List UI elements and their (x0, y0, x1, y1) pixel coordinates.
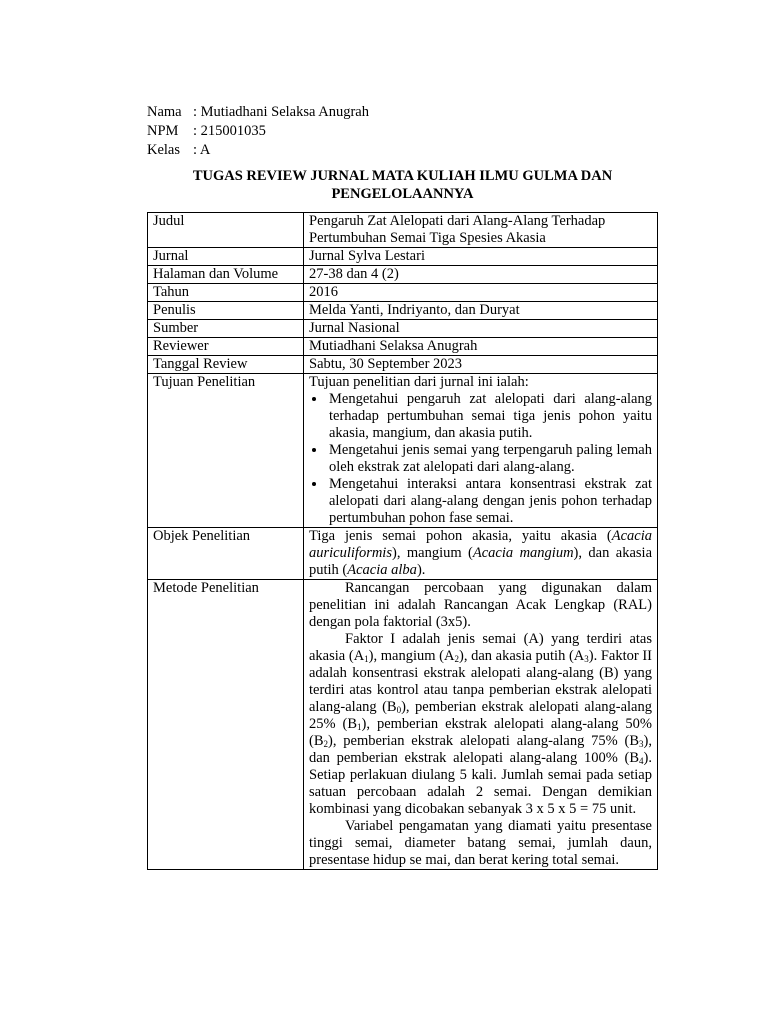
subscript: 2 (323, 739, 328, 749)
tujuan-list (309, 391, 652, 527)
subscript: 3 (584, 654, 589, 664)
document-title: TUGAS REVIEW JURNAL MATA KULIAH ILMU GULMA DAN PENGELOLAANNYA (192, 168, 613, 202)
objek-text-3: ), dan akasia putih ( (309, 545, 653, 578)
row-tanggal (148, 356, 658, 374)
reviewer-label: Reviewer (148, 338, 304, 356)
metode-text: ), pemberian ekstrak alelopati alang-alang 25% (B (309, 699, 652, 732)
npm-row (147, 122, 369, 141)
judul-value: Pengaruh Zat Alelopati dari Alang-Alang Terhadap Pertumbuhan Semai Tiga Spesies Akasia (304, 213, 658, 248)
sumber-label: Sumber (148, 320, 304, 338)
judul-label: Judul (148, 213, 304, 248)
tujuan-intro: Tujuan penelitian dari jurnal ini ialah: (309, 374, 529, 390)
tahun-value: 2016 (304, 284, 658, 302)
penulis-value: Melda Yanti, Indriyanto, dan Duryat (304, 302, 658, 320)
subscript: 4 (639, 756, 644, 766)
class-value: : A (193, 142, 211, 158)
species-name: Acacia alba (347, 562, 417, 578)
metode-text: ), mangium (A (368, 648, 455, 664)
metode-text: ), dan akasia putih (A (458, 648, 585, 664)
metode-label: Metode Penelitian (148, 580, 304, 870)
class-row (147, 141, 369, 160)
metode-paragraph-3: Variabel pengamatan yang diamati yaitu presentase tinggi semai, diameter batang semai, jumlah daun, presentase hidup se mai, dan berat kering total semai. (309, 818, 652, 868)
row-objek (148, 528, 658, 580)
sumber-value: Jurnal Nasional (304, 320, 658, 338)
row-reviewer (148, 338, 658, 356)
subscript: 2 (454, 654, 459, 664)
list-item: • Mengetahui interaksi antara konsentrasi ekstrak zat alelopati dari alang-alang dengan jenis pohon terhadap pertumbuhan pohon fase semai. (327, 476, 652, 527)
name-label: Nama (147, 104, 182, 120)
row-judul (148, 213, 658, 248)
row-tujuan (148, 374, 658, 528)
row-halaman (148, 266, 658, 284)
tujuan-value (304, 374, 658, 528)
tanggal-label: Tanggal Review (148, 356, 304, 374)
objek-text-2: ), mangium ( (391, 545, 473, 561)
row-sumber (148, 320, 658, 338)
subscript: 1 (357, 722, 362, 732)
species-name: Acacia auriculiformis (309, 528, 652, 561)
metode-text: ), pemberian ekstrak alelopati alang-alang 75% (B (328, 733, 640, 749)
metode-text: ), dan pemberian ekstrak alelopati alang-alang 100% (B (309, 733, 652, 766)
row-metode (148, 580, 658, 870)
subscript: 1 (364, 654, 369, 664)
row-tahun (148, 284, 658, 302)
list-item: • Mengetahui jenis semai yang terpengaruh paling lemah oleh ekstrak zat alelopati dari alang-alang. (327, 442, 652, 476)
metode-text: Faktor I adalah jenis semai (A) yang terdiri atas akasia (A (309, 631, 652, 664)
name-row (147, 103, 369, 122)
objek-label: Objek Penelitian (148, 528, 304, 580)
halaman-label: Halaman dan Volume (148, 266, 304, 284)
metode-paragraph-2 (309, 631, 652, 818)
class-label: Kelas (147, 142, 181, 158)
subscript: 3 (639, 739, 644, 749)
reviewer-value: Mutiadhani Selaksa Anugrah (304, 338, 658, 356)
subscript: 0 (396, 705, 402, 715)
tahun-label: Tahun (148, 284, 304, 302)
list-item: • Mengetahui pengaruh zat alelopati dari alang-alang terhadap pertumbuhan semai tiga jenis pohon yaitu akasia, mangium, dan akasia putih. (327, 391, 652, 442)
student-identity (147, 103, 369, 160)
metode-text: ). Faktor II adalah konsentrasi ekstrak alelopati alang-alang (B) yang terdiri atas kontrol atau tanpa pemberian ekstrak alelopati alang-alang (B (309, 648, 653, 715)
name-value: : Mutiadhani Selaksa Anugrah (193, 104, 369, 120)
metode-text: ), pemberian ekstrak alelopati alang-alang 50% (B (309, 716, 652, 749)
npm-label: NPM (147, 123, 179, 139)
jurnal-label: Jurnal (148, 248, 304, 266)
metode-paragraph-1: Rancangan percobaan yang digunakan dalam penelitian ini adalah Rancangan Acak Lengkap (RAL) dengan pola faktorial (3x5). (309, 580, 652, 630)
objek-text-1: Tiga jenis semai pohon akasia, yaitu akasia ( (309, 528, 612, 544)
row-penulis (148, 302, 658, 320)
objek-text-4: ). (416, 562, 426, 578)
review-table (147, 212, 658, 870)
species-name: Acacia mangium (472, 545, 574, 561)
metode-value (304, 580, 658, 870)
tanggal-value: Sabtu, 30 September 2023 (304, 356, 658, 374)
row-jurnal (148, 248, 658, 266)
halaman-value: 27-38 dan 4 (2) (304, 266, 658, 284)
npm-value: : 215001035 (193, 123, 266, 139)
objek-value (304, 528, 658, 580)
jurnal-value: Jurnal Sylva Lestari (304, 248, 658, 266)
penulis-label: Penulis (148, 302, 304, 320)
tujuan-label: Tujuan Penelitian (148, 374, 304, 528)
metode-text: ). Setiap perlakuan diulang 5 kali. Jumlah semai pada setiap satuan percobaan adalah 2 semai. Dengan demikian kombinasi yang dicobakan sebanyak 3 x 5 x 5 = 75 unit. (309, 750, 652, 817)
